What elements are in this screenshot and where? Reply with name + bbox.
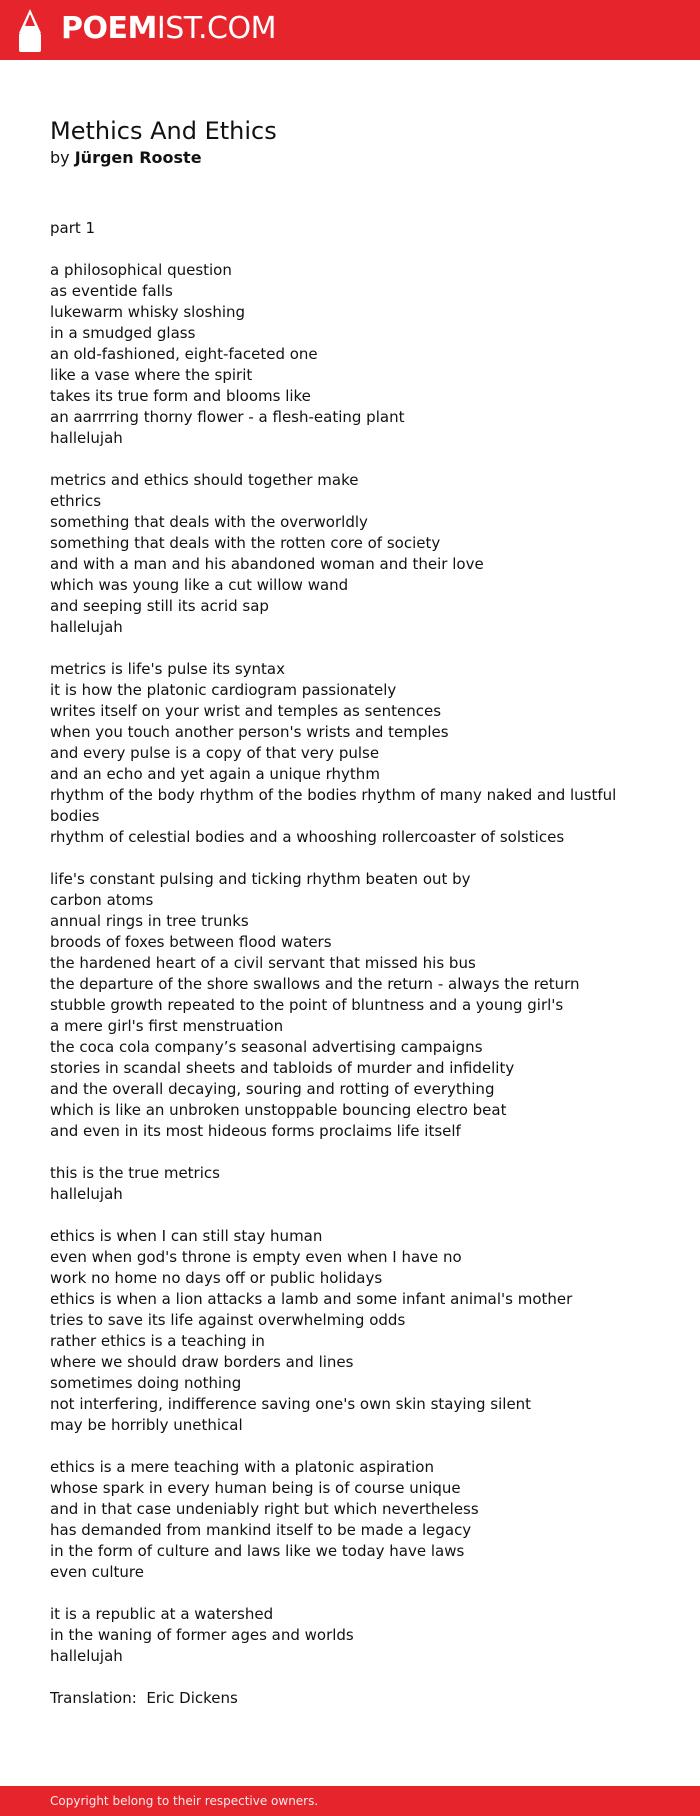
poem-title: Methics And Ethics (50, 117, 277, 145)
poem-line: ethics is a mere teaching with a platonic aspiration (50, 1458, 434, 1476)
poem-line: the departure of the shore swallows and the return - always the return (50, 975, 580, 993)
poem-line: bodies (50, 807, 100, 825)
poem-line: metrics and ethics should together make (50, 471, 359, 489)
poem-line: even when god's throne is empty even when I have no (50, 1248, 462, 1266)
poem-line: it is a republic at a watershed (50, 1605, 274, 1623)
poem-line: something that deals with the rotten core of society (50, 534, 441, 552)
poem-line: writes itself on your wrist and temples as sentences (50, 702, 442, 720)
stanza (50, 1457, 660, 1583)
poem-line: rhythm of the body rhythm of the bodies rhythm of many naked and lustful (50, 786, 617, 804)
poem-line: takes its true form and blooms like (50, 387, 311, 405)
poem-line: in the form of culture and laws like we today have laws (50, 1542, 465, 1560)
poem-line: hallelujah (50, 618, 123, 636)
poem-line: annual rings in tree trunks (50, 912, 249, 930)
poem-line: sometimes doing nothing (50, 1374, 242, 1392)
byline (50, 148, 660, 168)
poem-line: not interfering, indifference saving one's own skin staying silent (50, 1395, 532, 1413)
poem-line: part 1 (50, 219, 96, 237)
poem-line: when you touch another person's wrists and temples (50, 723, 449, 741)
site-footer (0, 1786, 700, 1816)
poem-line: this is the true metrics (50, 1164, 220, 1182)
poem-line: rather ethics is a teaching in (50, 1332, 265, 1350)
poem-line: which is like an unbroken unstoppable bouncing electro beat (50, 1101, 507, 1119)
poem-line: life's constant pulsing and ticking rhythm beaten out by (50, 870, 471, 888)
poem-line: ethics is when I can still stay human (50, 1227, 323, 1245)
poem-line: ethics is when a lion attacks a lamb and some infant animal's mother (50, 1290, 573, 1308)
poem-line: hallelujah (50, 429, 123, 447)
poem-line: whose spark in every human being is of course unique (50, 1479, 461, 1497)
poem-line: stubble growth repeated to the point of bluntness and a young girl's (50, 996, 564, 1014)
poem-line: may be horribly unethical (50, 1416, 243, 1434)
logo-light-text: IST.COM (156, 11, 276, 46)
author-name: Jürgen Rooste (74, 148, 202, 167)
poem-line: like a vase where the spirit (50, 366, 253, 384)
pencil-logo-icon[interactable] (17, 9, 43, 52)
copyright-text: Copyright belong to their respective owners. (50, 1794, 319, 1808)
poem-line: broods of foxes between flood waters (50, 933, 332, 951)
stanza (50, 260, 660, 449)
poem-line: and the overall decaying, souring and rotting of everything (50, 1080, 495, 1098)
stanza (50, 1688, 660, 1709)
stanza (50, 869, 660, 1142)
poem-line: a philosophical question (50, 261, 232, 279)
poem-line: and with a man and his abandoned woman and their love (50, 555, 484, 573)
logo-bold-text: POEM (61, 11, 157, 46)
site-header (0, 0, 700, 60)
poem-line: the hardened heart of a civil servant that missed his bus (50, 954, 476, 972)
stanza (50, 470, 660, 638)
poem-line: and seeping still its acrid sap (50, 597, 269, 615)
poem-line: stories in scandal sheets and tabloids of murder and infidelity (50, 1059, 515, 1077)
poem-line: which was young like a cut willow wand (50, 576, 349, 594)
poem-line: the coca cola company’s seasonal advertising campaigns (50, 1038, 483, 1056)
poem-line: even culture (50, 1563, 144, 1581)
stanza (50, 659, 660, 848)
poem-line: hallelujah (50, 1647, 123, 1665)
stanza (50, 1226, 660, 1436)
poem-line: in a smudged glass (50, 324, 196, 342)
poem-line: Translation: Eric Dickens (50, 1689, 238, 1707)
poem-line: something that deals with the overworldly (50, 513, 368, 531)
poem-line: metrics is life's pulse its syntax (50, 660, 285, 678)
poem-line: lukewarm whisky sloshing (50, 303, 246, 321)
poem-line: as eventide falls (50, 282, 173, 300)
poem-line: and an echo and yet again a unique rhythm (50, 765, 380, 783)
poem-line: ethrics (50, 492, 102, 510)
poem-line: and in that case undeniably right but which nevertheless (50, 1500, 479, 1518)
poem-line: has demanded from mankind itself to be made a legacy (50, 1521, 472, 1539)
poem-line: and even in its most hideous forms proclaims life itself (50, 1122, 461, 1140)
poem-line: in the waning of former ages and worlds (50, 1626, 354, 1644)
site-logo[interactable] (61, 10, 276, 48)
poem-line: work no home no days off or public holidays (50, 1269, 383, 1287)
poem-line: tries to save its life against overwhelming odds (50, 1311, 406, 1329)
poem-line: rhythm of celestial bodies and a whooshing rollercoaster of solstices (50, 828, 565, 846)
poem-body (50, 218, 660, 1709)
poem-content (50, 114, 660, 1730)
poem-line: a mere girl's first menstruation (50, 1017, 284, 1035)
poem-line: it is how the platonic cardiogram passionately (50, 681, 397, 699)
poem-line: an old-fashioned, eight-faceted one (50, 345, 318, 363)
stanza (50, 1163, 660, 1205)
stanza (50, 1604, 660, 1667)
poem-line: an aarrrring thorny flower - a flesh-eating plant (50, 408, 405, 426)
stanza (50, 218, 660, 239)
poem-line: and every pulse is a copy of that very pulse (50, 744, 380, 762)
poem-line: where we should draw borders and lines (50, 1353, 354, 1371)
by-label: by (50, 148, 70, 167)
poem-line: hallelujah (50, 1185, 123, 1203)
poem-line: carbon atoms (50, 891, 154, 909)
